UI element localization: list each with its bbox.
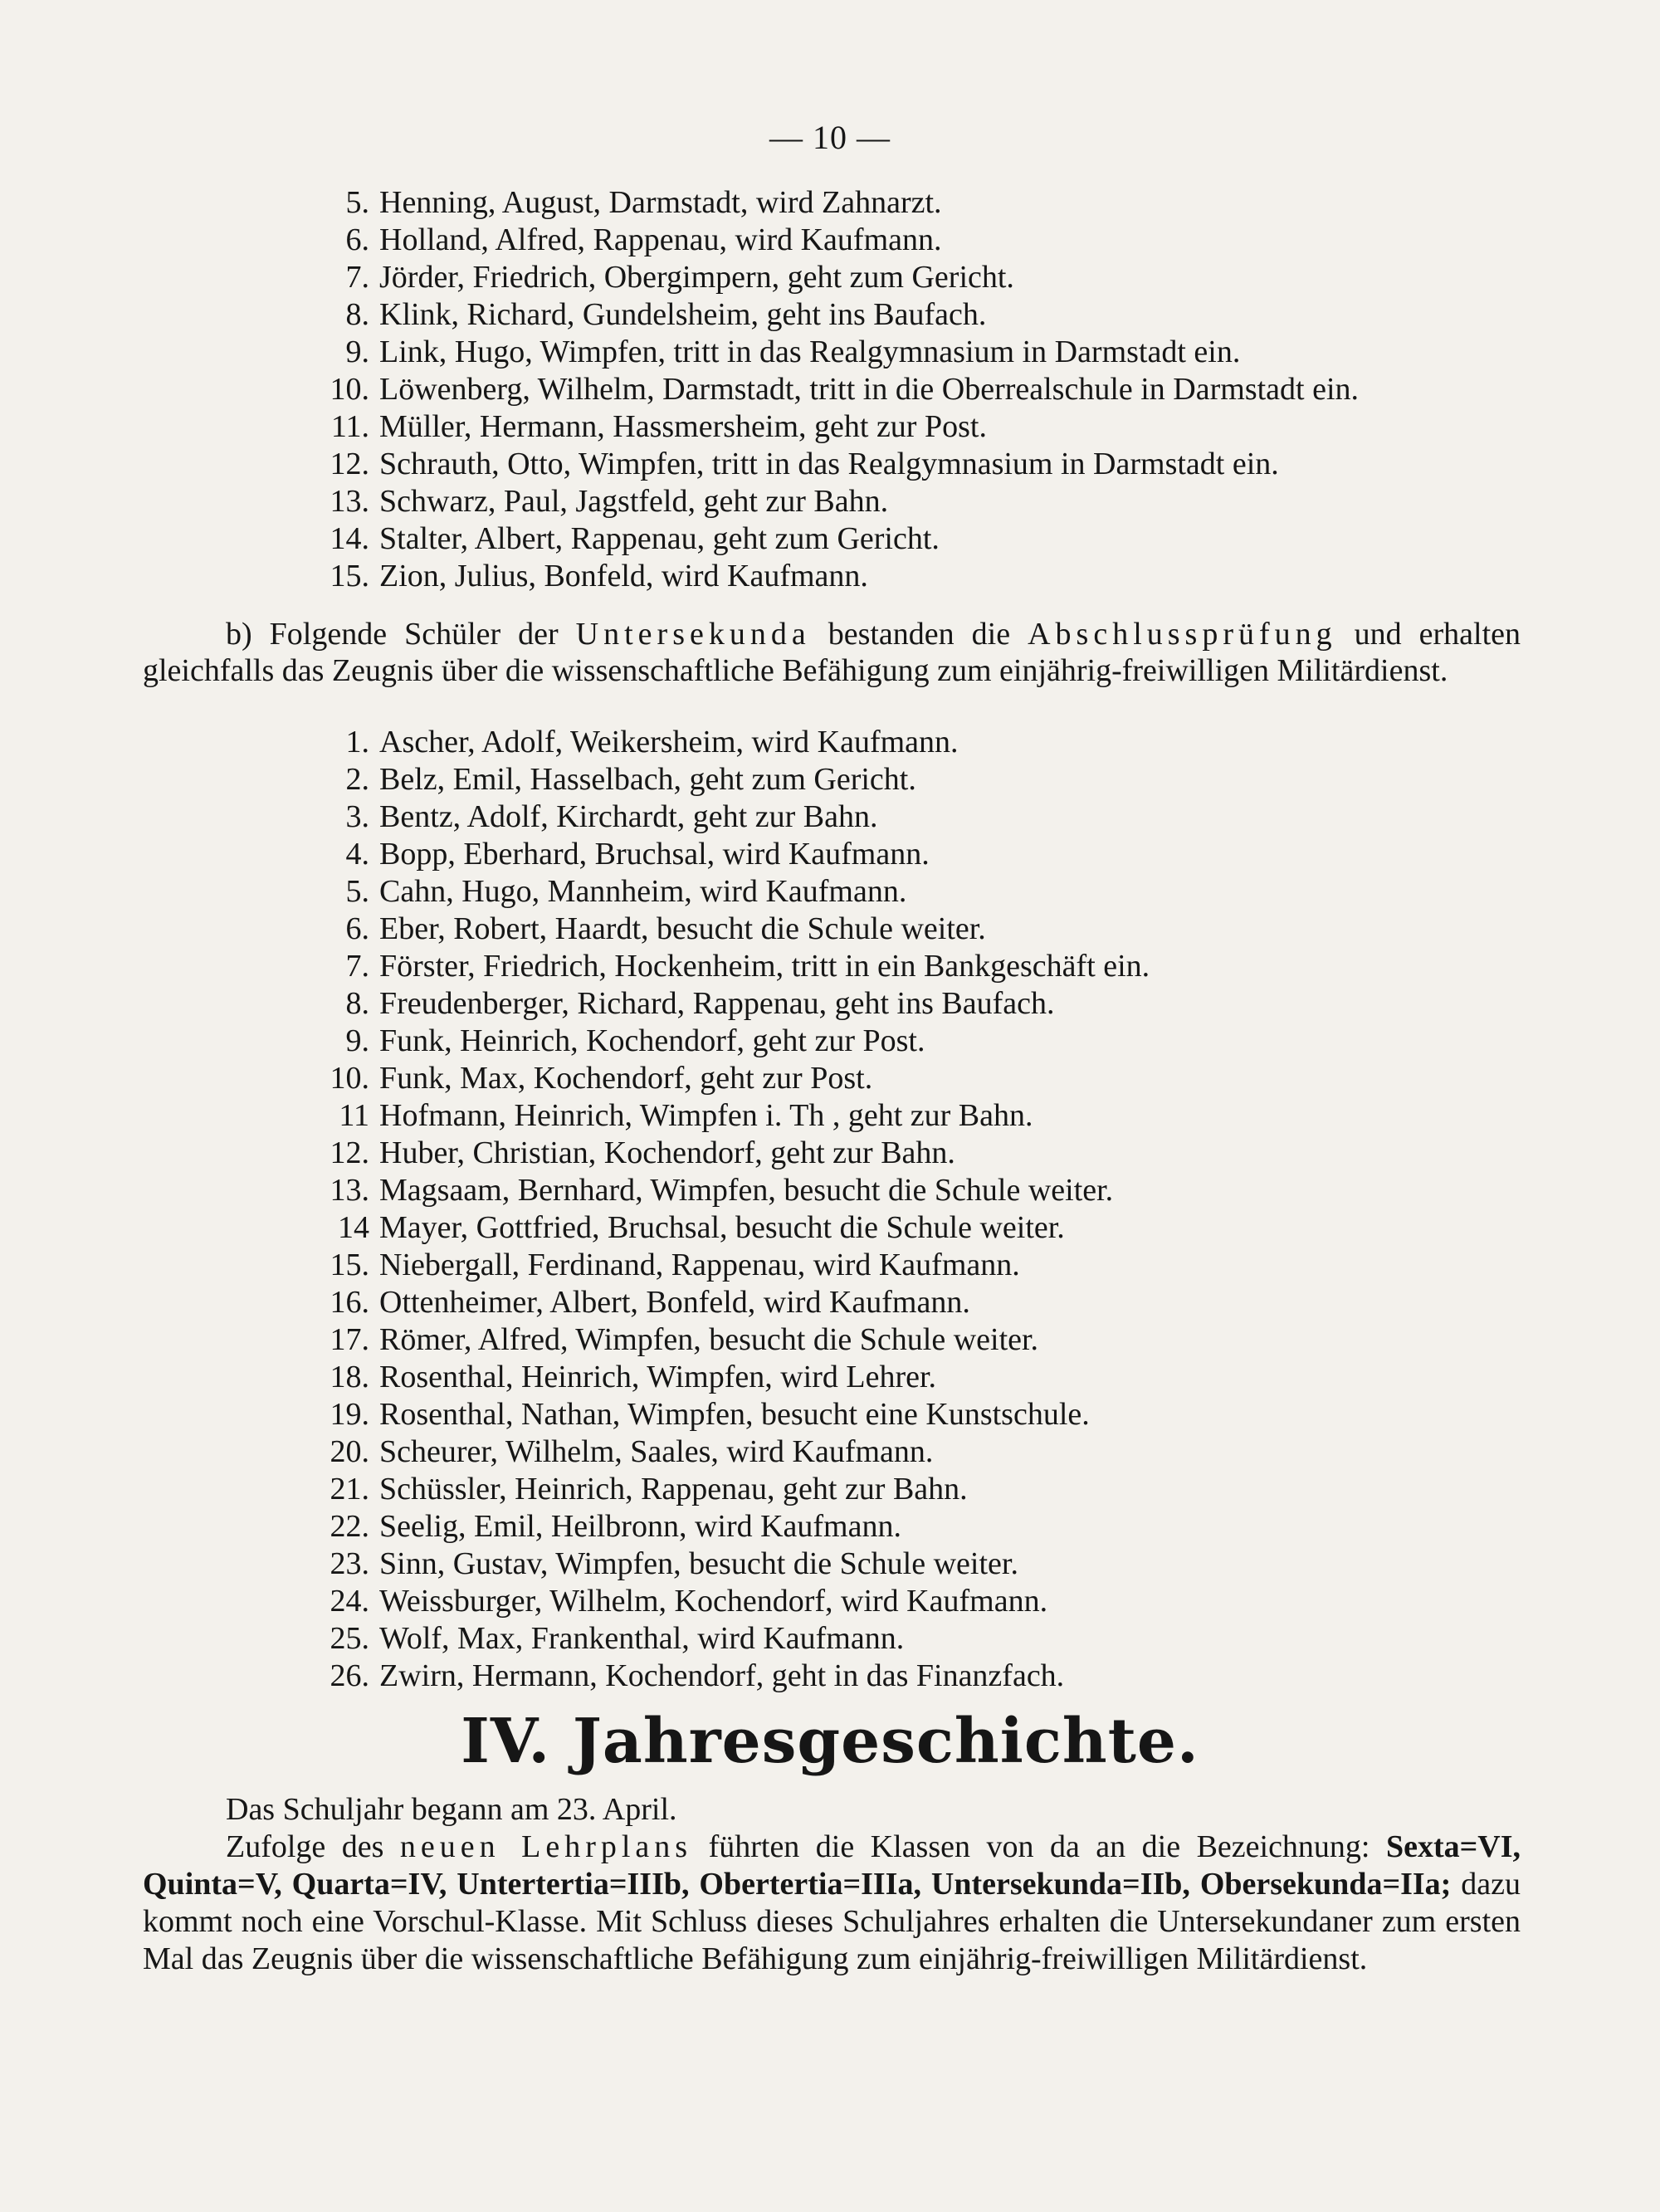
list-item-text: Müller, Hermann, Hassmersheim, geht zur Post. <box>379 409 987 444</box>
paragraph-b-prefix: b) Folgende Schüler der <box>226 617 559 652</box>
list-item <box>299 483 1544 520</box>
list-item <box>299 184 1544 222</box>
class-designations: Sexta=VI, Quinta=V, Quarta=IV, Untertertia=IIIb, Obertertia=IIIa, Untersekunda=IIb, Obersekunda=IIa; <box>143 1829 1521 1902</box>
paragraph-jahresgeschichte <box>143 1791 1521 1978</box>
list-item-number: 7. <box>345 260 369 295</box>
list-item-number: 13. <box>330 1173 369 1208</box>
list-item <box>299 873 1544 911</box>
list-item-text: Bentz, Adolf, Kirchardt, geht zur Bahn. <box>379 799 878 834</box>
list-item <box>299 724 1544 761</box>
list-item <box>299 1135 1544 1172</box>
list-item <box>299 1545 1544 1583</box>
list-item-number: 7. <box>345 949 369 984</box>
paragraph-b-suffix: und erhalten gleichfalls das Zeugnis über die wissenschaftliche Befähigung zum einjährig-freiwilligen Militärdienst. <box>143 617 1521 688</box>
list-item-number: 23. <box>330 1546 369 1581</box>
list-item <box>299 1433 1544 1471</box>
list-item-number: 8. <box>345 297 369 332</box>
list-item <box>299 446 1544 483</box>
list-item-text: Niebergall, Ferdinand, Rappenau, wird Kaufmann. <box>379 1248 1020 1282</box>
school-year-start: Das Schuljahr begann am 23. April. <box>226 1792 677 1827</box>
list-item <box>299 222 1544 259</box>
list-item-text: Löwenberg, Wilhelm, Darmstadt, tritt in die Oberrealschule in Darmstadt ein. <box>379 372 1360 407</box>
list-item <box>299 911 1544 948</box>
list-item-text: Stalter, Albert, Rappenau, geht zum Gericht. <box>379 521 940 556</box>
list-item-number: 15. <box>330 1248 369 1282</box>
list-item <box>299 520 1544 558</box>
list-item <box>299 1620 1544 1658</box>
list-item <box>299 1284 1544 1321</box>
list-item-number: 21. <box>330 1472 369 1506</box>
list-item <box>299 1097 1544 1135</box>
list-item-number: 5. <box>345 874 369 909</box>
list-item <box>299 1396 1544 1433</box>
list-item <box>299 1508 1544 1545</box>
list-item-text: Rosenthal, Nathan, Wimpfen, besucht eine Kunstschule. <box>379 1397 1090 1432</box>
list-item-text: Weissburger, Wilhelm, Kochendorf, wird Kaufmann. <box>379 1584 1048 1619</box>
list-item-text: Seelig, Emil, Heilbronn, wird Kaufmann. <box>379 1509 901 1544</box>
list-item-text: Henning, August, Darmstadt, wird Zahnarzt. <box>379 185 942 220</box>
list-item-text: Schüssler, Heinrich, Rappenau, geht zur Bahn. <box>379 1472 968 1506</box>
list-item-text: Wolf, Max, Frankenthal, wird Kaufmann. <box>379 1621 905 1656</box>
list-item-text: Cahn, Hugo, Mannheim, wird Kaufmann. <box>379 874 907 909</box>
list-item-number: 19. <box>330 1397 369 1432</box>
section-heading: IV. Jahresgeschichte. <box>461 1706 1199 1777</box>
list-item-number: 11 <box>339 1098 369 1133</box>
list-item <box>299 408 1544 446</box>
list-item-text: Ascher, Adolf, Weikersheim, wird Kaufmann. <box>379 725 959 759</box>
list-item-text: Sinn, Gustav, Wimpfen, besucht die Schule weiter. <box>379 1546 1018 1581</box>
list-item <box>299 1247 1544 1284</box>
list-item-text: Bopp, Eberhard, Bruchsal, wird Kaufmann. <box>379 837 930 872</box>
list-item-text: Hofmann, Heinrich, Wimpfen i. Th , geht zur Bahn. <box>379 1098 1033 1133</box>
list-item-text: Link, Hugo, Wimpfen, tritt in das Realgymnasium in Darmstadt ein. <box>379 334 1241 369</box>
list-item-number: 1. <box>345 725 369 759</box>
paragraph-b-untersekunda: Untersekunda <box>575 617 811 652</box>
paragraph-b-text <box>143 616 1521 689</box>
list-item-text: Förster, Friedrich, Hockenheim, tritt in ein Bankgeschäft ein. <box>379 949 1150 984</box>
list-item-text: Zion, Julius, Bonfeld, wird Kaufmann. <box>379 559 868 593</box>
list-item-number: 17. <box>330 1322 369 1357</box>
page-number: — 10 — <box>769 119 891 156</box>
list-item-number: 5. <box>345 185 369 220</box>
list-item-text: Eber, Robert, Haardt, besucht die Schule weiter. <box>379 911 986 946</box>
list-item-text: Funk, Max, Kochendorf, geht zur Post. <box>379 1061 873 1096</box>
list-item <box>299 761 1544 798</box>
list-item <box>299 1359 1544 1396</box>
list-item-number: 24. <box>330 1584 369 1619</box>
list-item-number: 9. <box>345 1023 369 1058</box>
list-item <box>299 259 1544 296</box>
list-item-text: Mayer, Gottfried, Bruchsal, besucht die Schule weiter. <box>379 1210 1065 1245</box>
list-item-number: 6. <box>345 222 369 257</box>
list-graduates-a <box>299 184 1544 595</box>
list-item <box>299 558 1544 595</box>
list-item <box>299 1471 1544 1508</box>
list-item <box>299 1209 1544 1247</box>
list-item <box>299 1658 1544 1695</box>
list-item-number: 12. <box>330 447 369 481</box>
list-item <box>299 836 1544 873</box>
list-item-number: 22. <box>330 1509 369 1544</box>
list-item-number: 8. <box>345 986 369 1021</box>
list-item-number: 16. <box>330 1285 369 1320</box>
list-item-text: Holland, Alfred, Rappenau, wird Kaufmann. <box>379 222 942 257</box>
list-item-number: 26. <box>330 1658 369 1693</box>
list-item <box>299 371 1544 408</box>
list-item-number: 15. <box>330 559 369 593</box>
list-item-number: 14. <box>330 521 369 556</box>
curriculum-spaced: neuen Lehrplans <box>399 1829 693 1864</box>
paragraph-b-abschlusspruefung: Abschlussprüfung <box>1028 617 1337 652</box>
list-item-number: 14 <box>338 1210 369 1245</box>
list-item-number: 2. <box>345 762 369 797</box>
list-item-number: 4. <box>345 837 369 872</box>
list-item-text: Schrauth, Otto, Wimpfen, tritt in das Realgymnasium in Darmstadt ein. <box>379 447 1279 481</box>
list-item <box>299 296 1544 334</box>
list-item-number: 18. <box>330 1360 369 1394</box>
list-item-text: Klink, Richard, Gundelsheim, geht ins Baufach. <box>379 297 987 332</box>
list-item-number: 6. <box>345 911 369 946</box>
list-item-text: Zwirn, Hermann, Kochendorf, geht in das Finanzfach. <box>379 1658 1065 1693</box>
list-item <box>299 985 1544 1023</box>
list-item-text: Funk, Heinrich, Kochendorf, geht zur Post. <box>379 1023 925 1058</box>
list-item <box>299 1583 1544 1620</box>
list-item <box>299 948 1544 985</box>
list-item <box>299 1060 1544 1097</box>
list-graduates-b <box>299 724 1544 1695</box>
list-item-number: 9. <box>345 334 369 369</box>
curriculum-paragraph <box>143 1829 1521 1978</box>
list-item-number: 3. <box>345 799 369 834</box>
list-item-text: Ottenheimer, Albert, Bonfeld, wird Kaufmann. <box>379 1285 970 1320</box>
list-item <box>299 1321 1544 1359</box>
list-item-number: 25. <box>330 1621 369 1656</box>
list-item <box>299 1023 1544 1060</box>
list-item-number: 13. <box>330 484 369 519</box>
list-item-number: 12. <box>330 1135 369 1170</box>
list-item-number: 20. <box>330 1434 369 1469</box>
list-item-text: Magsaam, Bernhard, Wimpfen, besucht die Schule weiter. <box>379 1173 1114 1208</box>
paragraph-b-middle: bestanden die <box>828 617 1011 652</box>
list-item-text: Schwarz, Paul, Jagstfeld, geht zur Bahn. <box>379 484 889 519</box>
list-item <box>299 798 1544 836</box>
list-item-text: Freudenberger, Richard, Rappenau, geht ins Baufach. <box>379 986 1055 1021</box>
list-item-text: Scheurer, Wilhelm, Saales, wird Kaufmann. <box>379 1434 934 1469</box>
curriculum-end: führten die Klassen von da an die Bezeichnung: <box>708 1829 1370 1864</box>
list-item-text: Jörder, Friedrich, Obergimpern, geht zum Gericht. <box>379 260 1014 295</box>
curriculum-after: dazu kommt noch eine Vorschul-Klasse. Mit Schluss dieses Schuljahres erhalten die Untersekundaner zum ersten Mal das Zeugnis über die wissenschaftliche Befähigung zum einjährig-freiwilligen Militärdienst. <box>143 1867 1521 1976</box>
list-item-number: 10. <box>330 372 369 407</box>
list-item-number: 11. <box>330 409 369 444</box>
list-item <box>299 334 1544 371</box>
list-item <box>299 1172 1544 1209</box>
paragraph-b <box>143 616 1521 689</box>
curriculum-start: Zufolge des <box>226 1829 384 1864</box>
list-item-number: 10. <box>330 1061 369 1096</box>
list-item-text: Römer, Alfred, Wimpfen, besucht die Schule weiter. <box>379 1322 1039 1357</box>
list-item-text: Huber, Christian, Kochendorf, geht zur Bahn. <box>379 1135 955 1170</box>
list-item-text: Belz, Emil, Hasselbach, geht zum Gericht. <box>379 762 916 797</box>
list-item-text: Rosenthal, Heinrich, Wimpfen, wird Lehrer. <box>379 1360 937 1394</box>
